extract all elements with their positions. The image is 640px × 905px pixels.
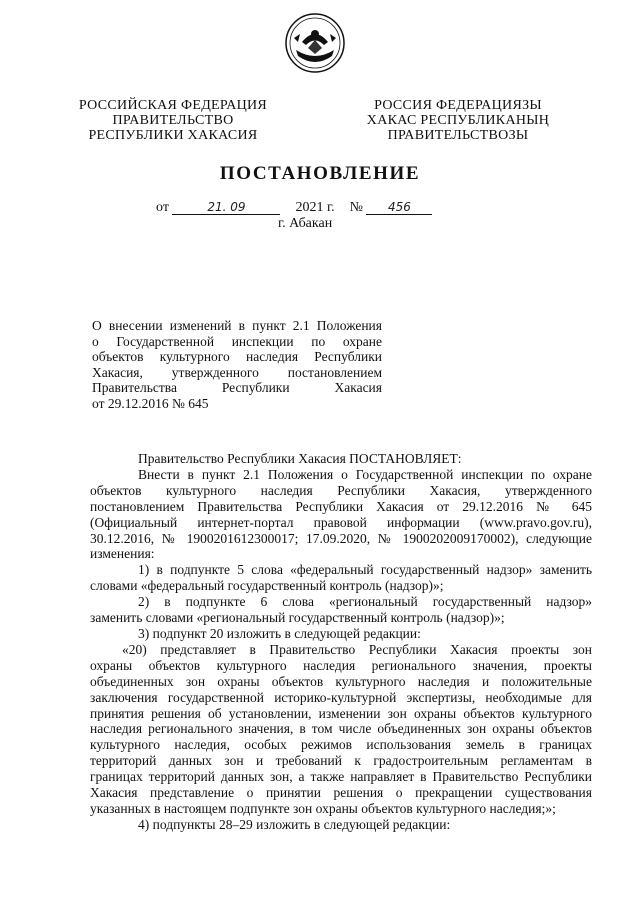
header-right: [358, 98, 558, 143]
quote-line: культурного наследия, особых режимов использования земель в границах: [90, 737, 592, 753]
list-item-2-line: 2) в подпункте 6 слова «региональный государственный надзор»: [138, 594, 592, 610]
quote-line: принятия решения об установлении, изменении зон охраны объектов культурного: [90, 705, 592, 721]
body-line: 30.12.2016, № 1900201612300017; 17.09.2020, № 1900202009170002), следующие: [90, 530, 592, 546]
list-item-4: 4) подпункты 28–29 изложить в следующей редакции:: [138, 816, 451, 832]
body-line: Внести в пункт 2.1 Положения о Государственной инспекции по охране: [138, 466, 592, 482]
header-left: [78, 98, 268, 143]
quote-line: объединенных зон охраны объектов культурного наследия и положительные: [90, 673, 592, 689]
header-right-line: ХАКАС РЕСПУБЛИКАНЫҢ: [366, 113, 550, 128]
subject-line: объектов культурного наследия Республики: [92, 349, 382, 364]
intro-paragraph: Правительство Республики Хакасия ПОСТАНОВЛЯЕТ:: [138, 451, 462, 466]
subject-line: Правительства Республики Хакасия: [92, 380, 382, 395]
number-sign: №: [349, 200, 363, 215]
quote-line: территорий данных зон и требований к градостроительным регламентам в: [90, 753, 592, 769]
date-prefix: от: [156, 200, 169, 215]
list-item-1-line: 1) в подпункте 5 слова «федеральный государственный надзор» заменить: [138, 562, 592, 578]
body-line: объектов культурного наследия Республики Хакасия, утвержденного: [90, 482, 592, 498]
date-year: 2021 г.: [295, 200, 335, 215]
list-item-1-line: словами «федеральный государственный контроль (надзор)»;: [90, 578, 444, 594]
city: г. Абакан: [278, 216, 333, 231]
list-item-2-line: заменить словами «региональный государственный контроль (надзор)»;: [90, 610, 505, 626]
subject-line: о Государственной инспекции по охране: [92, 333, 382, 349]
quote-line: наследия регионального значения, в том числе объединенных зон охраны объектов: [90, 721, 592, 737]
header-right-line: РОССИЯ ФЕДЕРАЦИЯЗЫ: [374, 98, 542, 113]
document-title: ПОСТАНОВЛЕНИЕ: [219, 163, 421, 184]
subject-line: О внесении изменений в пункт 2.1 Положения: [92, 318, 382, 333]
quote-line: указанных в настоящем подпункте зон охраны объектов культурного наследия;»;: [90, 800, 556, 816]
header-left-line: ПРАВИТЕЛЬСТВО: [112, 113, 234, 128]
subject-block: [92, 318, 382, 411]
quote-line: «20) представляет в Правительство Республики Хакасия проекты зон: [122, 641, 592, 657]
quote-line: охраны объектов культурного наследия регионального значения, проекты: [90, 657, 592, 673]
quote-line: заключения государственной историко-культурной экспертизы, необходимые для: [90, 689, 592, 705]
header-right-line: ПРАВИТЕЛЬСТВОЗЫ: [387, 128, 529, 143]
number-handwritten: 456: [366, 201, 432, 215]
document-body: [90, 451, 592, 833]
body-line: постановлением Правительства Республики Хакасия от 29.12.2016 № 645: [90, 498, 592, 514]
header-left-line: РЕСПУБЛИКИ ХАКАСИЯ: [88, 128, 258, 143]
header-left-line: РОССИЙСКАЯ ФЕДЕРАЦИЯ: [78, 98, 268, 113]
date-line: [156, 200, 432, 216]
body-line: изменения:: [90, 546, 155, 562]
quote-line: границах территорий данных зон, а также направляет в Правительство Республики: [90, 769, 592, 785]
body-line: (Официальный интернет-портал правовой информации (www.pravo.gov.ru),: [90, 514, 592, 530]
subject-line: от 29.12.2016 № 645: [92, 395, 209, 411]
quote-line: Хакасия представление о принятии решения о прекращении существования: [90, 785, 592, 801]
coat-of-arms-icon: [284, 12, 346, 74]
subject-line: Хакасия, утвержденного постановлением: [92, 364, 382, 380]
date-handwritten: 21. 09: [172, 201, 280, 215]
list-item-3: 3) подпункт 20 изложить в следующей редакции:: [138, 625, 421, 641]
